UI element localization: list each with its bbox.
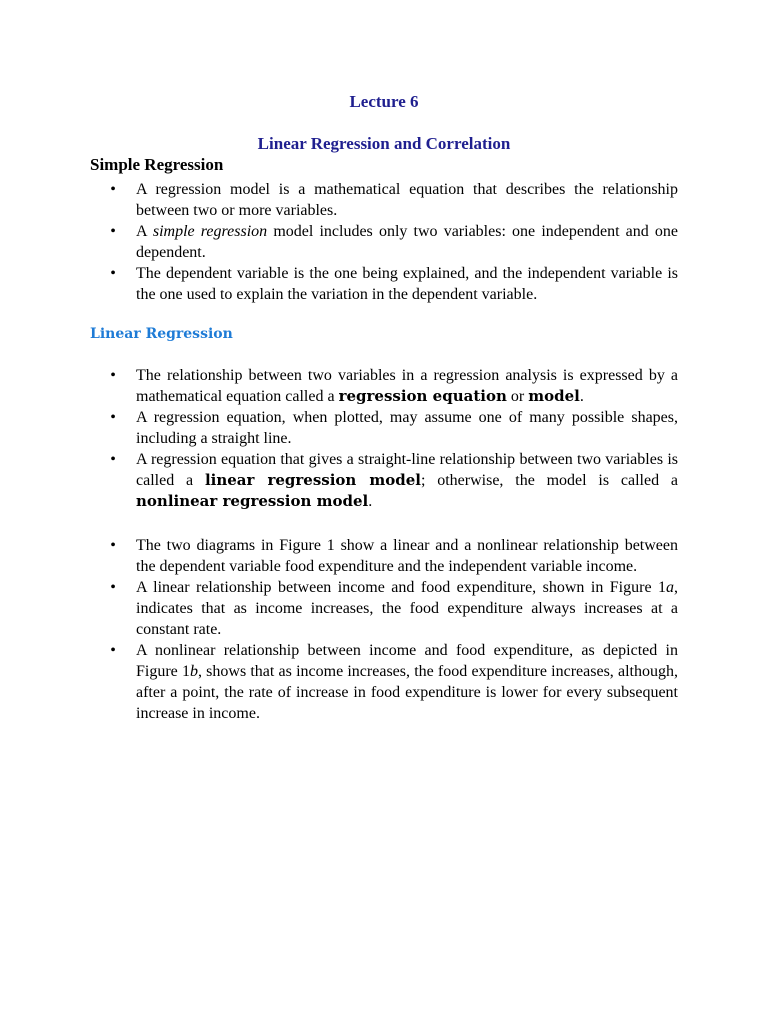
section-heading-simple-regression: Simple Regression xyxy=(90,155,224,174)
list-item: • The dependent variable is the one being explained, and the independent variable is the one used to explain the variation in the dependent variable. xyxy=(108,263,678,305)
bullet-icon: • xyxy=(110,579,116,596)
key-term: model xyxy=(528,387,580,405)
list-item: • A regression equation, when plotted, may assume one of many possible shapes, including a straight line. xyxy=(108,407,678,449)
list-item: • A simple regression model includes only two variables: one independent and one dependent. xyxy=(108,221,678,263)
bullet-icon: • xyxy=(110,537,116,554)
simple-regression-list xyxy=(108,179,678,305)
page-title: Linear Regression and Correlation xyxy=(257,134,511,153)
linear-regression-list-1 xyxy=(108,365,678,512)
key-term: regression equation xyxy=(338,387,507,405)
italic-term: simple regression xyxy=(152,223,268,240)
bullet-icon: • xyxy=(110,223,116,240)
list-item: • A regression equation that gives a straight-line relationship between two variables is called a linear regression model; otherwise, the model is called a nonlinear regression model. xyxy=(108,449,678,512)
linear-regression-list-2 xyxy=(108,535,678,724)
bullet-icon: • xyxy=(110,367,116,384)
bullet-icon: • xyxy=(110,409,116,426)
italic-term: a xyxy=(666,579,674,596)
key-term: linear regression model xyxy=(204,471,421,489)
bullet-icon: • xyxy=(110,181,116,198)
bullet-icon: • xyxy=(110,642,116,659)
list-item: • A linear relationship between income and food expenditure, shown in Figure 1a, indicates that as income increases, the food expenditure always increases at a constant rate. xyxy=(108,577,678,640)
bullet-icon: • xyxy=(110,451,116,468)
list-item: • A regression model is a mathematical equation that describes the relationship between two or more variables. xyxy=(108,179,678,221)
key-term: nonlinear regression model xyxy=(136,492,369,510)
lecture-title: Lecture 6 xyxy=(349,92,419,111)
list-item: • A nonlinear relationship between income and food expenditure, as depicted in Figure 1b, shows that as income increases, the food expenditure increases, although, after a point, the rate of increase in food expenditure is lower for every subsequent increase in income. xyxy=(108,640,678,724)
section-heading-linear-regression: Linear Regression xyxy=(90,326,233,342)
list-item: • The two diagrams in Figure 1 show a linear and a nonlinear relationship between the dependent variable food expenditure and the independent variable income. xyxy=(108,535,678,577)
italic-term: b xyxy=(189,663,198,680)
bullet-icon: • xyxy=(110,265,116,282)
list-item: • The relationship between two variables in a regression analysis is expressed by a mathematical equation called a regression equation or model. xyxy=(108,365,678,407)
